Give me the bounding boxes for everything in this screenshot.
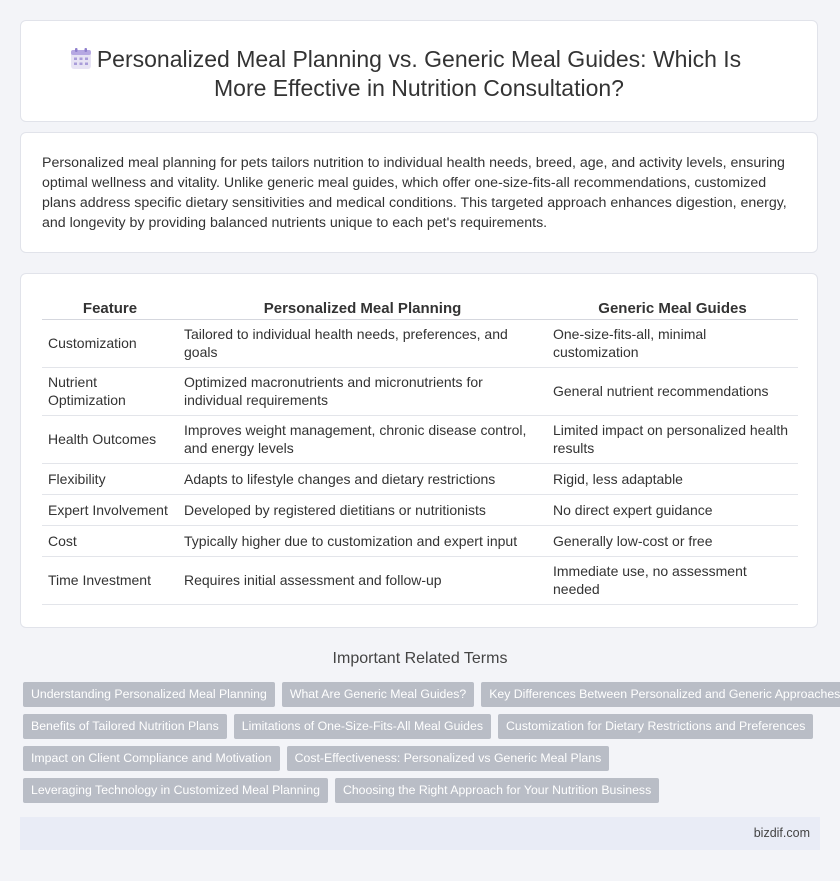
- generic-cell: No direct expert guidance: [547, 495, 798, 526]
- feature-cell: Customization: [42, 320, 178, 368]
- related-term-tag[interactable]: Key Differences Between Personalized and Generic Approaches: [481, 682, 840, 707]
- table-header-row: [42, 298, 798, 320]
- intro-card: [20, 132, 818, 253]
- column-header: Generic Meal Guides: [547, 298, 798, 320]
- personalized-cell: Requires initial assessment and follow-up: [178, 557, 547, 605]
- personalized-cell: Adapts to lifestyle changes and dietary restrictions: [178, 464, 547, 495]
- generic-cell: Immediate use, no assessment needed: [547, 557, 798, 605]
- generic-cell: One-size-fits-all, minimal customization: [547, 320, 798, 368]
- personalized-cell: Developed by registered dietitians or nutritionists: [178, 495, 547, 526]
- generic-cell: General nutrient recommendations: [547, 368, 798, 416]
- column-header: Feature: [42, 298, 178, 320]
- personalized-cell: Typically higher due to customization and expert input: [178, 526, 547, 557]
- title-card: [20, 20, 818, 122]
- table-row: [42, 416, 798, 464]
- comparison-table: [42, 298, 798, 605]
- related-term-tag[interactable]: Leveraging Technology in Customized Meal Planning: [23, 778, 328, 803]
- related-term-tag[interactable]: Customization for Dietary Restrictions and Preferences: [498, 714, 813, 739]
- feature-cell: Nutrient Optimization: [42, 368, 178, 416]
- related-term-tag[interactable]: Understanding Personalized Meal Planning: [23, 682, 275, 707]
- related-terms-heading: Important Related Terms: [332, 650, 508, 667]
- personalized-cell: Improves weight management, chronic disease control, and energy levels: [178, 416, 547, 464]
- personalized-cell: Optimized macronutrients and micronutrients for individual requirements: [178, 368, 547, 416]
- table-row: [42, 368, 798, 416]
- feature-cell: Expert Involvement: [42, 495, 178, 526]
- related-term-tag[interactable]: Impact on Client Compliance and Motivation: [23, 746, 280, 771]
- related-term-tag[interactable]: Limitations of One-Size-Fits-All Meal Guides: [234, 714, 491, 739]
- related-term-tag[interactable]: What Are Generic Meal Guides?: [282, 682, 474, 707]
- generic-cell: Rigid, less adaptable: [547, 464, 798, 495]
- feature-cell: Flexibility: [42, 464, 178, 495]
- table-row: [42, 464, 798, 495]
- intro-paragraph: Personalized meal planning for pets tailors nutrition to individual health needs, breed, age, and activity levels, ensuring optimal wellness and vitality. Unlike generic meal guides, which offer one-size-fits-all recommendations, customized plans address specific dietary sensitivities and medical conditions. This targeted approach enhances digestion, energy, and longevity by providing balanced nutrients unique to each pet's requirements.: [42, 155, 787, 231]
- personalized-cell: Tailored to individual health needs, preferences, and goals: [178, 320, 547, 368]
- related-term-tag[interactable]: Choosing the Right Approach for Your Nutrition Business: [335, 778, 659, 803]
- comparison-table-card: [20, 273, 818, 628]
- table-row: [42, 557, 798, 605]
- page-title: Personalized Meal Planning vs. Generic Meal Guides: Which Is More Effective in Nutrition Consultation?: [96, 46, 742, 101]
- footer: [20, 817, 820, 850]
- feature-cell: Cost: [42, 526, 178, 557]
- generic-cell: Limited impact on personalized health results: [547, 416, 798, 464]
- related-term-tag[interactable]: Benefits of Tailored Nutrition Plans: [23, 714, 227, 739]
- feature-cell: Time Investment: [42, 557, 178, 605]
- related-terms-list: [23, 682, 840, 810]
- calendar-icon: [69, 47, 93, 71]
- related-term-tag[interactable]: Cost-Effectiveness: Personalized vs Generic Meal Plans: [287, 746, 610, 771]
- table-row: [42, 526, 798, 557]
- column-header: Personalized Meal Planning: [178, 298, 547, 320]
- table-row: [42, 495, 798, 526]
- feature-cell: Health Outcomes: [42, 416, 178, 464]
- generic-cell: Generally low-cost or free: [547, 526, 798, 557]
- footer-site-link[interactable]: bizdif.com: [753, 826, 810, 840]
- table-row: [42, 320, 798, 368]
